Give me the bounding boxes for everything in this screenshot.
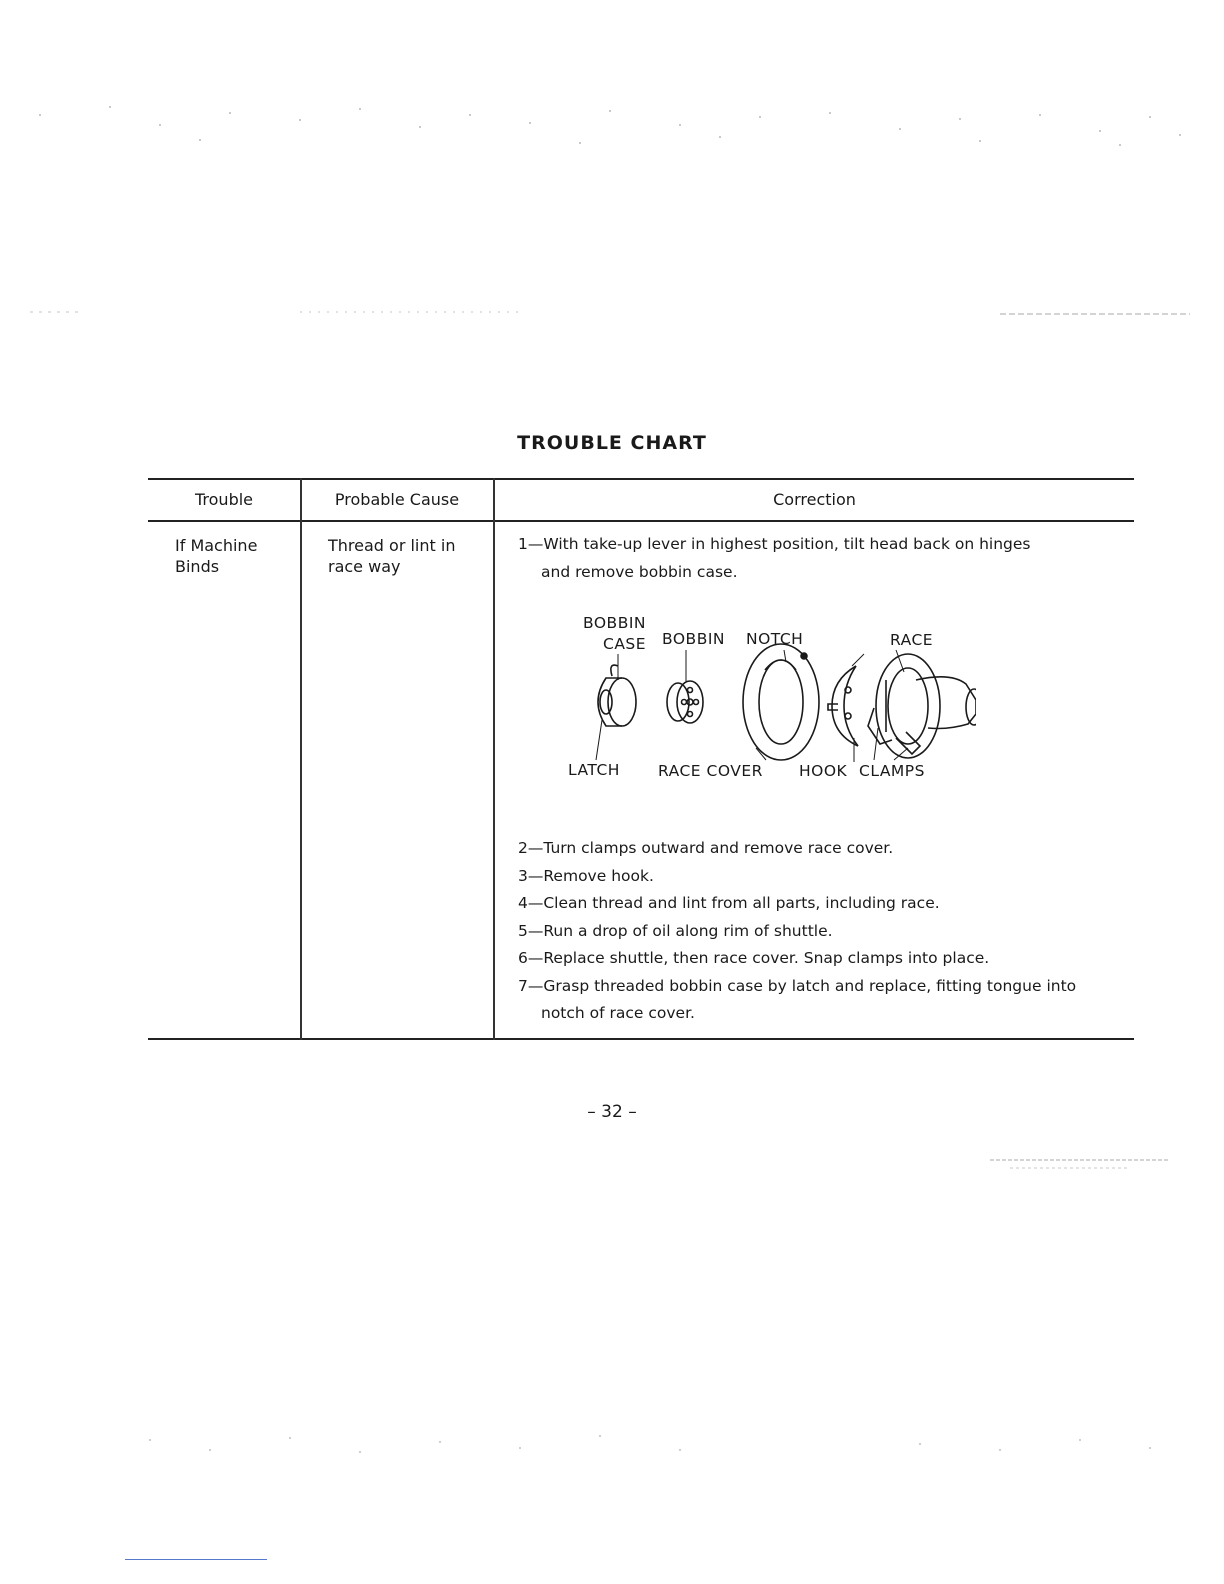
- header-correction: Correction: [773, 490, 856, 509]
- race-assembly-drawing: [868, 650, 976, 760]
- header-rule: [148, 520, 1134, 522]
- table-top-rule: [148, 478, 1134, 480]
- shuttle-parts-diagram: [556, 610, 976, 790]
- label-race-cover: RACE COVER: [658, 762, 763, 780]
- step-7-line-2: notch of race cover.: [541, 1004, 695, 1022]
- step-3: 3—Remove hook.: [518, 866, 654, 885]
- label-latch: LATCH: [568, 761, 620, 779]
- step-1-line-1: 1—With take-up lever in highest position, tilt head back on hinges: [518, 535, 1031, 553]
- bobbin-case-drawing: [596, 654, 636, 760]
- cause-text-1: Thread or lint in: [328, 536, 456, 555]
- bottom-edge-rule: [125, 1559, 267, 1560]
- scan-noise-mid: [0, 1150, 1224, 1190]
- cause-cell: [328, 535, 455, 577]
- trouble-text-2: Binds: [175, 557, 220, 576]
- label-race: RACE: [890, 631, 934, 649]
- table-bottom-rule: [148, 1038, 1134, 1040]
- bobbin-drawing: [667, 650, 703, 723]
- correction-steps-2-7: [518, 835, 1076, 1028]
- label-clamps: CLAMPS: [859, 762, 925, 780]
- step-1-line-2: and remove bobbin case.: [541, 562, 738, 581]
- label-hook: HOOK: [799, 762, 848, 780]
- label-bobbin-case-2: CASE: [603, 635, 647, 653]
- header-probable-cause: Probable Cause: [334, 490, 460, 509]
- scan-noise-top: [0, 95, 1224, 165]
- trouble-cell: [175, 535, 257, 577]
- chart-title: TROUBLE CHART: [517, 432, 707, 454]
- column-divider-2: [493, 478, 495, 1040]
- scan-noise-bottom: [0, 1420, 1224, 1470]
- page-number: – 32 –: [587, 1102, 637, 1122]
- label-notch: NOTCH: [746, 630, 804, 648]
- column-divider-1: [300, 478, 302, 1040]
- step-5: 5—Run a drop of oil along rim of shuttle.: [518, 921, 833, 940]
- label-bobbin: BOBBIN: [662, 630, 725, 648]
- header-trouble: Trouble: [194, 490, 254, 509]
- label-bobbin-case-1: BOBBIN: [583, 614, 646, 632]
- step-7-line-1: 7—Grasp threaded bobbin case by latch and replace, fitting tongue into: [518, 976, 1077, 995]
- scan-noise-line: [0, 300, 1224, 320]
- trouble-text-1: If Machine: [175, 536, 258, 555]
- hook-drawing: [828, 654, 864, 762]
- cause-text-2: race way: [328, 557, 401, 576]
- correction-step-1: [518, 531, 1030, 586]
- step-6: 6—Replace shuttle, then race cover. Snap clamps into place.: [518, 949, 990, 967]
- step-2: 2—Turn clamps outward and remove race cover.: [518, 839, 894, 857]
- step-4: 4—Clean thread and lint from all parts, including race.: [518, 894, 940, 912]
- race-cover-drawing: [743, 644, 819, 760]
- trouble-table: [148, 478, 1134, 1042]
